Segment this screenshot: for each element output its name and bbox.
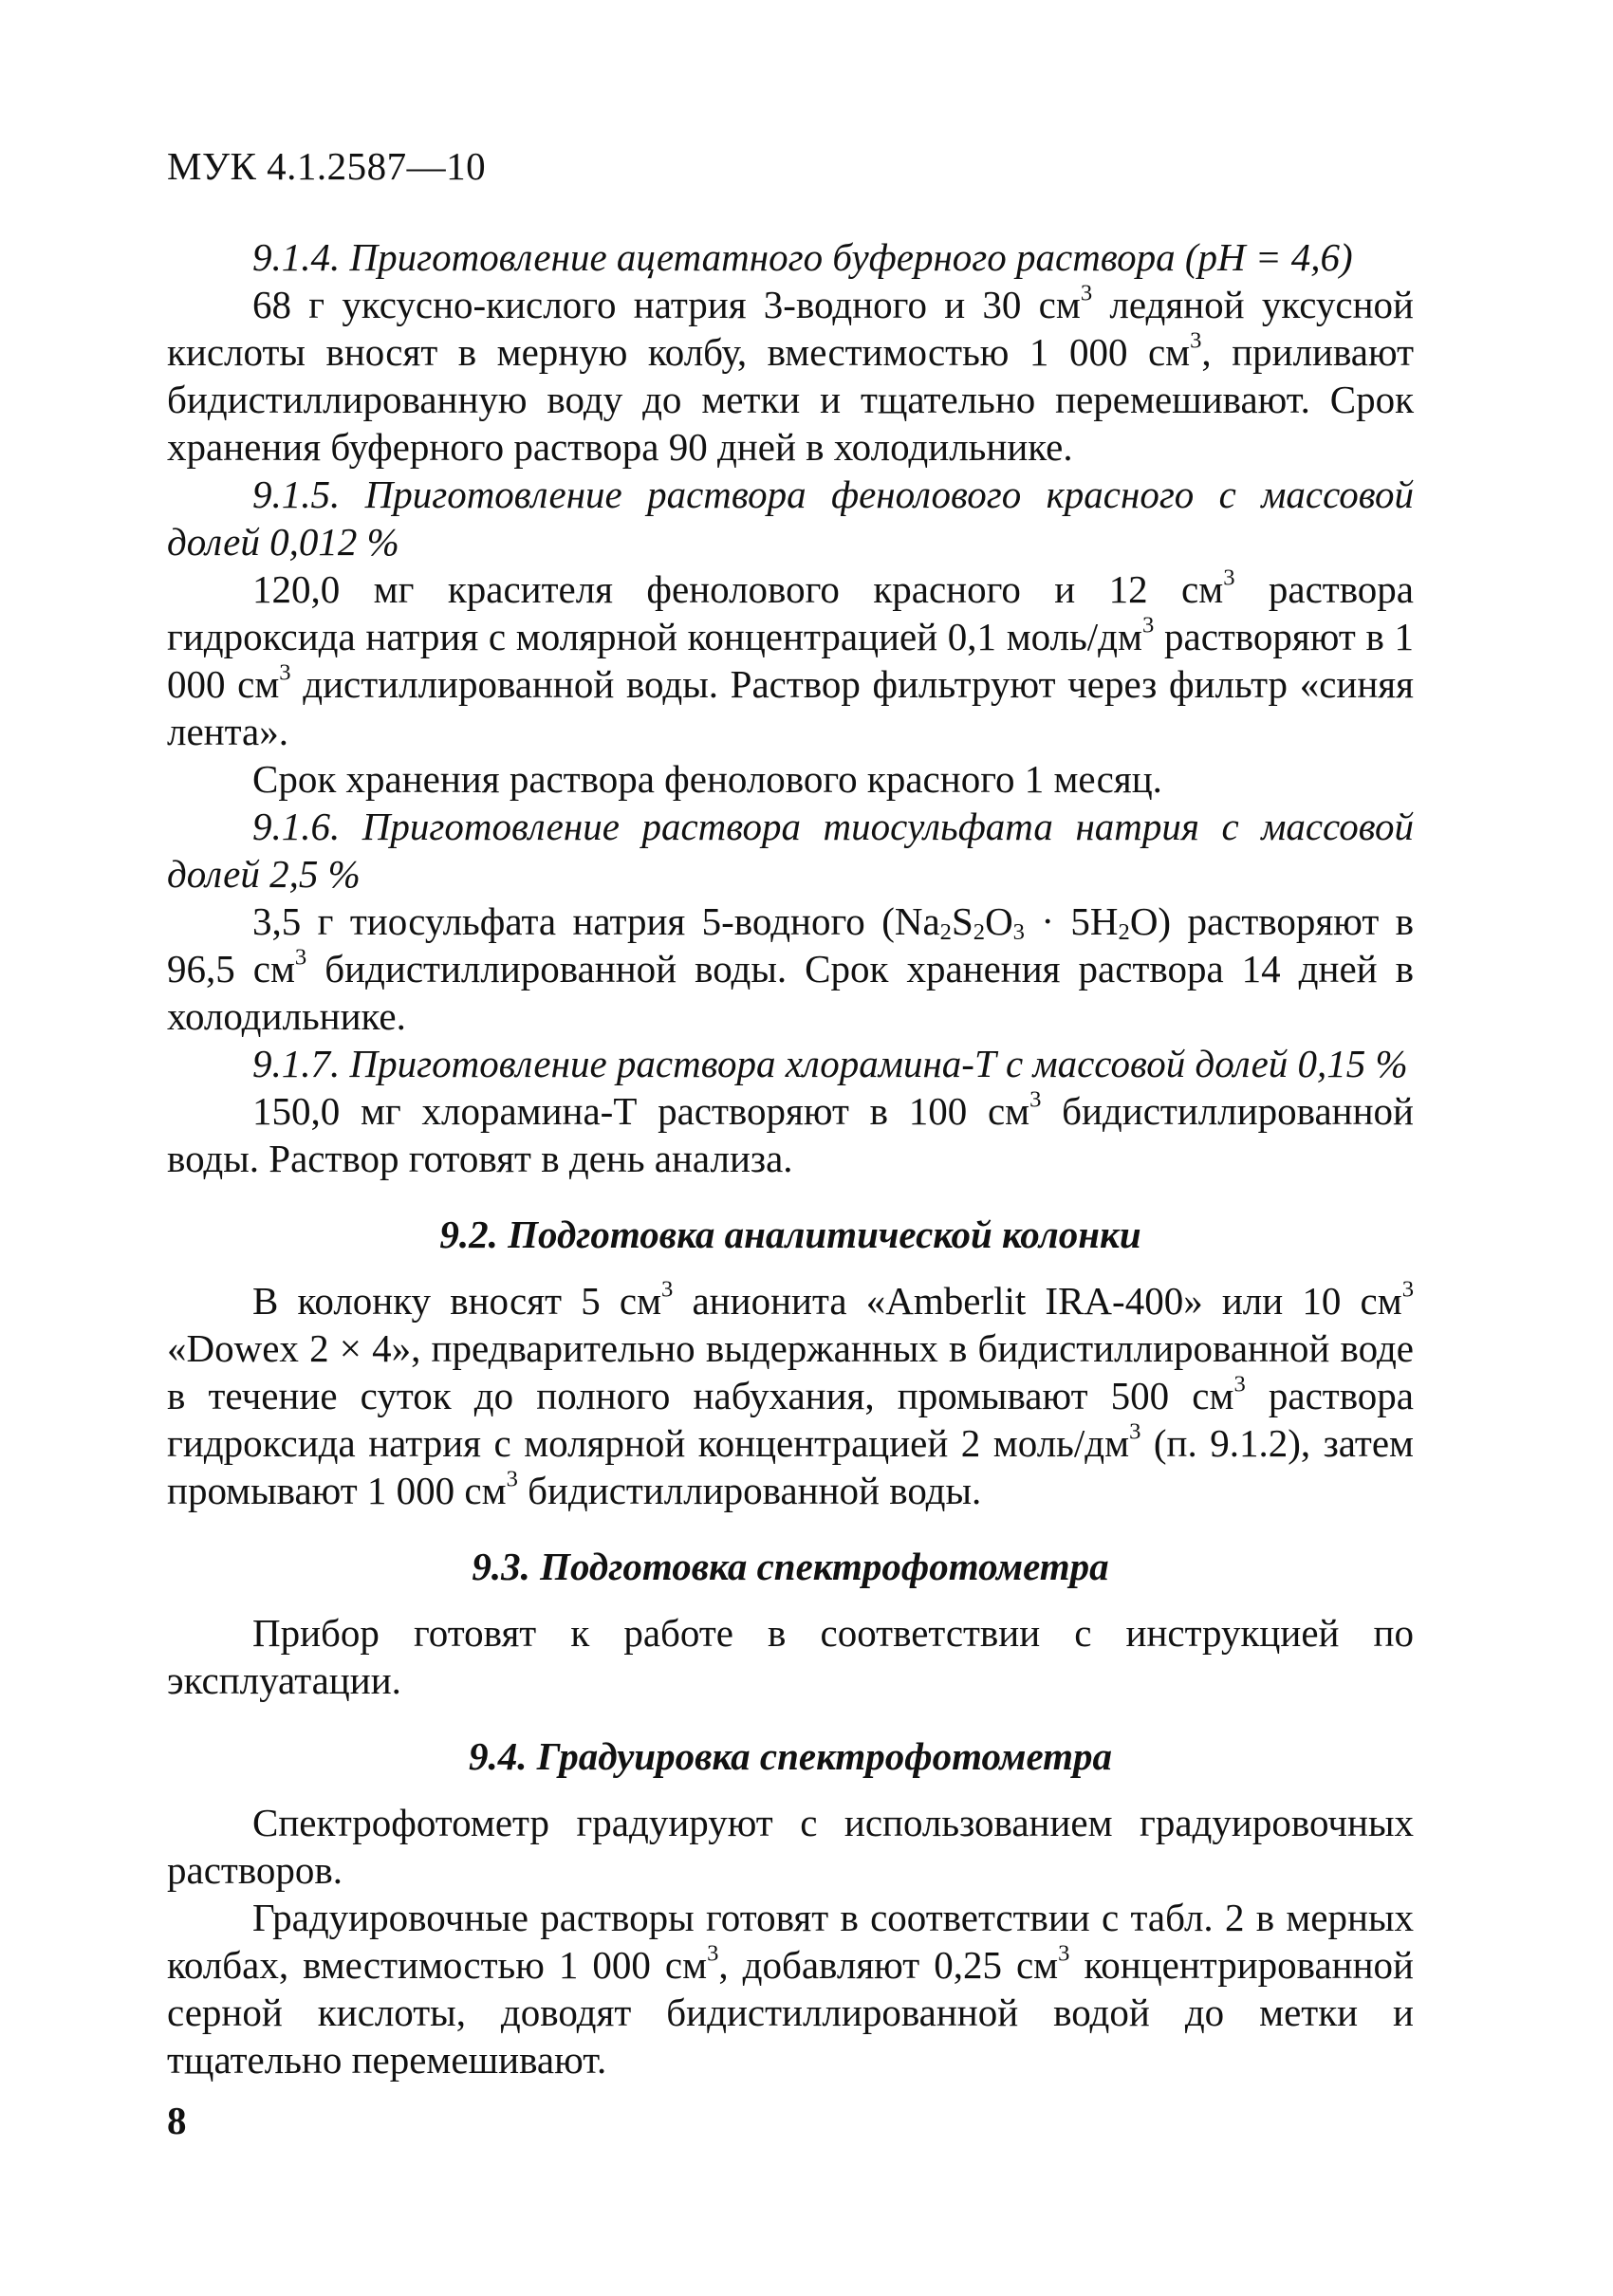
superscript: 3 <box>1129 1418 1141 1445</box>
subscript: 2 <box>1118 918 1130 945</box>
text-run: бидистиллированной воды. Раствор готовят в день анализа. <box>167 1089 1414 1180</box>
text-run: , приливают бидистиллированную воду до метки и тщательно перемешивают. Срок хранения буферного раствора 90 дней в холодильнике. <box>167 330 1414 469</box>
document-page <box>167 142 1414 2083</box>
subscript: 2 <box>973 918 986 945</box>
paragraph-9-4-intro: Спектрофотометр градуируют с использованием градуировочных растворов. <box>167 1801 1414 1892</box>
paragraph-9-1-4 <box>167 281 1414 471</box>
subscript: 2 <box>939 918 952 945</box>
text-run: раствора гидроксида натрия с молярной концентрацией 2 моль/дм <box>167 1374 1414 1465</box>
text-run: «Dowex 2 × 4», предварительно выдержанных в бидистиллированной воде в течение суток до полного набухания, промывают 500 см <box>167 1326 1414 1417</box>
superscript: 3 <box>1029 1086 1042 1113</box>
superscript: 3 <box>1080 280 1093 306</box>
text-run: S <box>951 899 973 943</box>
section-title-9-3: 9.3. Подготовка спектрофотометра <box>472 1545 1109 1588</box>
subscript: 3 <box>1012 918 1025 945</box>
text-run: , добавляют 0,25 см <box>718 1943 1059 1987</box>
superscript: 3 <box>279 659 291 686</box>
paragraph-9-1-6 <box>167 898 1414 1040</box>
paragraph-9-2 <box>167 1277 1414 1514</box>
text-run: 120,0 мг красителя фенолового красного и 12 см <box>252 567 1224 611</box>
section-title-9-2: 9.2. Подготовка аналитической колонки <box>439 1213 1141 1256</box>
text-run: · 5H <box>1024 899 1119 943</box>
text-run: дистиллированной воды. Раствор фильтруют через фильтр «синяя лента». <box>167 662 1414 753</box>
superscript: 3 <box>1190 327 1202 354</box>
superscript: 3 <box>707 1940 719 1967</box>
running-head: МУК 4.1.2587—10 <box>167 144 487 188</box>
text-run: O <box>985 899 1013 943</box>
text-run: бидистиллированной воды. Срок хранения раствора 14 дней в холодильнике. <box>167 947 1414 1038</box>
text-run: анионита «Amberlit IRA-400» или 10 см <box>673 1279 1402 1323</box>
superscript: 3 <box>1233 1371 1246 1398</box>
text-run: 68 г уксусно-кислого натрия 3-водного и 30 см <box>252 283 1081 326</box>
section-title-9-4: 9.4. Градуировка спектрофотометра <box>468 1734 1113 1778</box>
page-number: 8 <box>167 2099 187 2142</box>
paragraph-9-1-5 <box>167 565 1414 755</box>
superscript: 3 <box>1142 612 1155 639</box>
subsection-heading-9-1-6: 9.1.6. Приготовление раствора тиосульфата натрия с массовой долей 2,5 % <box>167 805 1414 896</box>
paragraph-9-1-5-storage: Срок хранения раствора фенолового красного 1 месяц. <box>252 757 1162 801</box>
text-run: (п. 9.1.2), затем промывают 1 000 см <box>167 1421 1414 1512</box>
superscript: 3 <box>1223 565 1235 591</box>
text-run: бидистиллированной воды. <box>517 1469 982 1512</box>
text-run: 3,5 г тиосульфата натрия 5-водного (Na <box>252 899 940 943</box>
text-run: растворяют в 1 000 см <box>167 615 1414 706</box>
superscript: 3 <box>294 944 307 971</box>
paragraph-9-3: Прибор готовят к работе в соответствии с инструкцией по эксплуатации. <box>167 1611 1414 1702</box>
superscript: 3 <box>661 1276 674 1303</box>
text-run: раствора гидроксида натрия с молярной концентрацией 0,1 моль/дм <box>167 567 1414 658</box>
superscript: 3 <box>1058 1940 1070 1967</box>
text-run: O) растворяют в 96,5 см <box>167 899 1414 991</box>
subsection-heading-9-1-4: 9.1.4. Приготовление ацетатного буферного раствора (pH = 4,6) <box>252 235 1353 279</box>
superscript: 3 <box>1401 1276 1414 1303</box>
paragraph-9-4 <box>167 1894 1414 2083</box>
text-run: концентрированной серной кислоты, доводят бидистиллированной водой до метки и тщательно перемешивают. <box>167 1943 1414 2082</box>
paragraph-9-1-7 <box>167 1087 1414 1182</box>
subsection-heading-9-1-7: 9.1.7. Приготовление раствора хлорамина-Т с массовой долей 0,15 % <box>252 1042 1408 1085</box>
text-run: ледяной уксусной кислоты вносят в мерную колбу, вместимостью 1 000 см <box>167 283 1414 374</box>
subsection-heading-9-1-5: 9.1.5. Приготовление раствора фенолового красного с массовой долей 0,012 % <box>167 472 1414 564</box>
text-run: 150,0 мг хлорамина-Т растворяют в 100 см <box>252 1089 1030 1133</box>
text-run: Градуировочные растворы готовят в соответствии с табл. 2 в мерных колбах, вместимостью 1 000 см <box>167 1896 1414 1987</box>
superscript: 3 <box>506 1466 518 1492</box>
text-run: В колонку вносят 5 см <box>252 1279 662 1323</box>
